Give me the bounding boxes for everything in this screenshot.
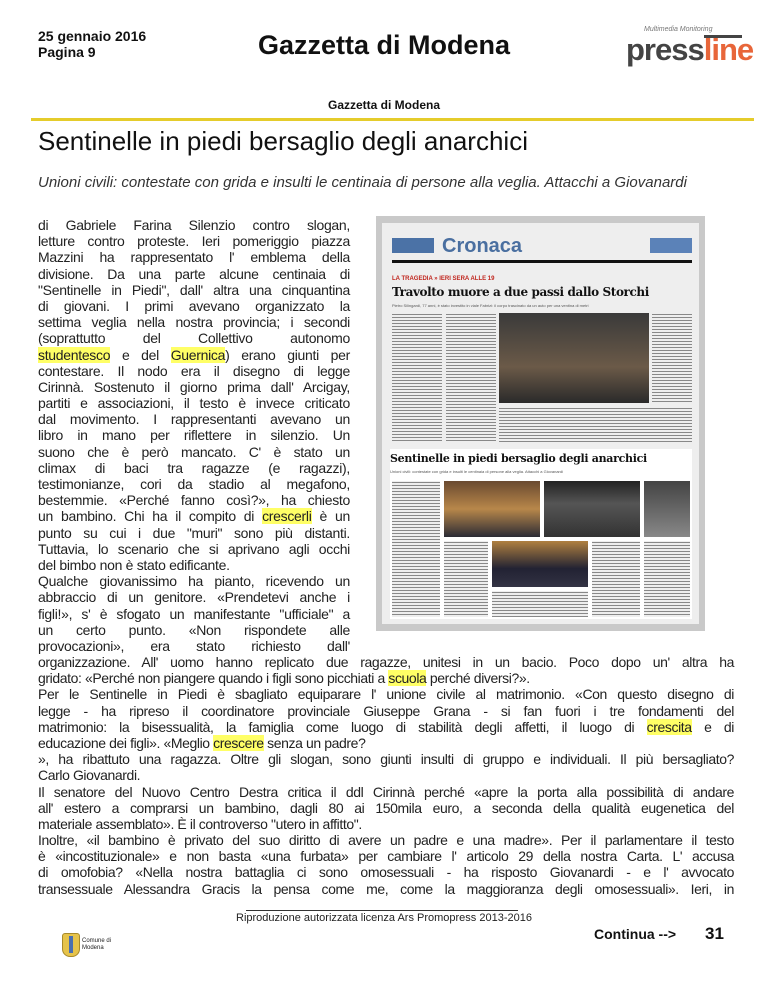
text-segment: settima veglia nella nostra provincia; i secondi bbox=[38, 314, 350, 331]
clipping-text bbox=[499, 407, 692, 443]
clipping-photo bbox=[499, 313, 649, 403]
text-segment: Il senatore del Nuovo Centro Destra critica il ddl Cirinnà perché «apre la porta alla possibilità di andare bbox=[38, 783, 734, 800]
text-line bbox=[38, 589, 350, 605]
municipality-name: Comune di Modena bbox=[82, 938, 112, 951]
clipping-text bbox=[492, 591, 588, 617]
clipping-photo bbox=[492, 541, 588, 587]
text-segment: Cirinnà. Sostenuto il giorno prima dall' Arcigay, bbox=[38, 378, 350, 395]
text-segment: e del bbox=[110, 346, 171, 363]
text-segment: libro in mano per riflettere in silenzio. Un bbox=[38, 427, 350, 444]
text-segment: senza un padre? bbox=[263, 734, 366, 751]
text-line bbox=[38, 347, 350, 363]
clipping-text bbox=[392, 313, 442, 443]
continue-link[interactable]: Continua --> bbox=[594, 926, 677, 942]
clipping-rule bbox=[392, 260, 692, 263]
text-line bbox=[38, 557, 350, 573]
header-divider bbox=[31, 118, 754, 121]
text-segment: », ha ribattuto una ragazza. Oltre gli slogan, sono giunti insulti di gruppo e individuali. Il più bersagliato? bbox=[38, 751, 734, 768]
text-segment: un certo punto. «Non rispondete alle bbox=[38, 621, 350, 638]
text-line bbox=[38, 670, 734, 686]
comune-di-modena-logo bbox=[62, 930, 118, 960]
text-line bbox=[38, 800, 734, 816]
text-line bbox=[38, 476, 350, 492]
text-segment: di giovani. I primi avevano organizzato la bbox=[38, 297, 350, 314]
text-line bbox=[38, 622, 350, 638]
source-name: Gazzetta di Modena bbox=[327, 98, 440, 112]
clipping-photo bbox=[644, 481, 690, 537]
article-body-full bbox=[38, 654, 734, 897]
text-segment: e di bbox=[691, 718, 735, 735]
text-line bbox=[38, 330, 350, 346]
text-segment: del bimbo non è stato edificante. bbox=[38, 556, 230, 573]
text-segment: Carlo Giovanardi. bbox=[38, 767, 141, 784]
license-note: Riproduzione autorizzata licenza Ars Promopress 2013-2016 bbox=[236, 912, 532, 924]
text-segment: Per le Sentinelle in Piedi è sbagliato equiparare l' unione civile al matrimonio. «Con questo disegno di bbox=[38, 686, 734, 703]
text-line bbox=[38, 735, 734, 751]
highlighted-keyword: crescere bbox=[213, 734, 264, 751]
text-line bbox=[38, 654, 734, 670]
footer-divider bbox=[246, 910, 518, 911]
clipping-headline-2: Sentinelle in piedi bersaglio degli anarchici bbox=[390, 452, 647, 465]
text-line bbox=[38, 460, 350, 476]
text-line bbox=[38, 573, 350, 589]
text-segment: climax di baci tra ragazze (e ragazzi), bbox=[38, 459, 350, 476]
text-segment: ) erano giunti per bbox=[225, 346, 350, 363]
clipping-box-left bbox=[392, 238, 434, 253]
text-segment: bestemmie. «Perché fanno così?», ha chiesto bbox=[38, 492, 350, 509]
text-line bbox=[38, 314, 350, 330]
highlighted-keyword: studentesco bbox=[38, 346, 111, 363]
text-segment: dal movimento. I rappresentanti avevano un bbox=[38, 411, 350, 428]
text-segment: materiale assemblato». È il controverso "utero in affitto". bbox=[38, 815, 362, 832]
text-line bbox=[38, 686, 734, 702]
text-line bbox=[38, 379, 350, 395]
issue-date: 25 gennaio 2016 bbox=[38, 28, 147, 44]
text-segment: legge - ha ripreso il coordinatore provinciale Giuseppe Grana - si fan fuori i tre fondamenti del bbox=[38, 702, 734, 719]
article-body-column bbox=[38, 217, 350, 654]
clipping-page bbox=[382, 223, 699, 624]
text-line bbox=[38, 492, 350, 508]
text-segment: è un bbox=[311, 508, 350, 525]
text-segment: educazione dei figli». «Meglio bbox=[38, 734, 214, 751]
text-segment: perché diversi?». bbox=[426, 670, 530, 687]
clipping-text bbox=[446, 313, 496, 443]
text-line bbox=[38, 751, 734, 767]
text-line bbox=[38, 249, 350, 265]
highlighted-keyword: crescita bbox=[646, 718, 692, 735]
clipping-kicker: LA TRAGEDIA » IERI SERA ALLE 19 bbox=[392, 276, 495, 282]
text-line bbox=[38, 719, 734, 735]
text-line bbox=[38, 767, 734, 783]
logo-wordmark bbox=[626, 32, 753, 68]
text-line bbox=[38, 395, 350, 411]
text-line bbox=[38, 525, 350, 541]
text-line bbox=[38, 217, 350, 233]
text-segment: Inoltre, «il bambino è privato del suo diritto di avere un padre e una madre». Per il parlamentare il testo bbox=[38, 832, 734, 849]
text-segment: contestare. Il nodo era il disegno di legge bbox=[38, 362, 350, 379]
text-line bbox=[38, 784, 734, 800]
clipping-headline-1: Travolto muore a due passi dallo Storchi bbox=[392, 285, 649, 299]
highlighted-keyword: crescerli bbox=[262, 508, 312, 525]
text-segment: di Gabriele Farina Silenzio contro slogan, bbox=[38, 217, 350, 233]
text-line bbox=[38, 703, 734, 719]
text-segment: letture contro proteste. Ieri pomeriggio piazza bbox=[38, 233, 350, 250]
text-segment: suono che è però mancato. C' è stato un bbox=[38, 443, 350, 460]
text-segment: divisione. Da una parte alcune centinaia di bbox=[38, 265, 350, 282]
logo-line: line bbox=[703, 32, 754, 67]
clipping-text bbox=[592, 541, 640, 617]
clipping-photo bbox=[544, 481, 640, 537]
text-segment: abbraccio di un genitore. «Prendetevi anche i bbox=[38, 589, 350, 606]
clipping-summary-1: Pietro Silingardi, 77 anni, è stato investito in viale Fabrizi: il corpo trascinato da un auto per una ventina di metri bbox=[392, 303, 589, 308]
text-segment: gridato: «Perché non piangere quando i figli sono picchiati a bbox=[38, 670, 389, 687]
clipping-text bbox=[392, 481, 440, 617]
highlighted-keyword: Guernica bbox=[170, 346, 226, 363]
clipping-section: Cronaca bbox=[442, 235, 523, 257]
text-segment: organizzazione. All' uomo hanno replicato due ragazze, unitesi in un bacio. Poco dopo un' altra ha bbox=[38, 654, 734, 670]
text-segment: figli!», s' è sfogato un manifestante "ufficiale" a bbox=[38, 605, 350, 622]
text-segment: Mazzini ha rappresentato l' emblema della bbox=[38, 249, 350, 266]
clipping-text bbox=[444, 541, 488, 617]
continue-page-number: 31 bbox=[705, 924, 724, 943]
text-segment: transessuale Alessandra Gracis la pensa come me, come la maggioranza degli omosessuali». Ieri, in bbox=[38, 880, 734, 897]
publication-name: Gazzetta di Modena bbox=[257, 30, 511, 60]
text-line bbox=[38, 881, 734, 897]
text-segment: Qualche giovanissimo ha pianto, ricevendo un bbox=[38, 573, 350, 590]
highlighted-keyword: scuola bbox=[388, 670, 427, 687]
text-segment: all' estero a comprarsi un bambino, dagli 80 ai 150mila euro, a seconda della qualità eugenetica del bbox=[38, 799, 734, 816]
clipping-summary-2: Unioni civili: contestate con grida e insulti le centinaia di persone alla veglia. Attacchi a Giovanardi bbox=[390, 469, 563, 474]
text-line bbox=[38, 864, 734, 880]
text-segment: di omofobia? «Nella nostra battaglia ci sono omosessuali - ha risposto Giovanardi - e l' avvocato bbox=[38, 864, 734, 881]
text-line bbox=[38, 541, 350, 557]
text-segment: matrimonio: la bisessualità, la famiglia come luogo di stabilità degli affetti, il luogo di bbox=[38, 718, 647, 735]
page-number: Pagina 9 bbox=[38, 44, 96, 60]
article-subtitle: Unioni civili: contestate con grida e insulti le centinaia di persone alla veglia. Attacchi a Giovanardi bbox=[38, 174, 687, 191]
logo-press: press bbox=[626, 32, 704, 67]
text-segment: un bambino. Chi ha il compito di bbox=[38, 508, 263, 525]
text-line bbox=[38, 508, 350, 524]
pressline-logo bbox=[626, 26, 754, 67]
logo-tagline: Multimedia Monitoring bbox=[644, 26, 713, 33]
text-line bbox=[38, 427, 350, 443]
text-line bbox=[38, 411, 350, 427]
crest-icon bbox=[62, 933, 80, 957]
text-line bbox=[38, 848, 734, 864]
clipping-photo bbox=[444, 481, 540, 537]
text-line bbox=[38, 266, 350, 282]
clipping-text bbox=[652, 313, 692, 403]
article-title: Sentinelle in piedi bersaglio degli anarchici bbox=[38, 126, 528, 156]
text-line bbox=[38, 606, 350, 622]
clipping-text bbox=[644, 541, 690, 617]
text-segment: "Sentinelle in Piedi", dall' altra una cinquantina bbox=[38, 281, 350, 298]
text-line bbox=[38, 233, 350, 249]
text-segment: provocazioni», era stato richiesto dall' bbox=[38, 637, 350, 654]
text-line bbox=[38, 832, 734, 848]
text-segment: punto su cui i due "muri" sono più distanti. bbox=[38, 524, 350, 541]
text-line bbox=[38, 444, 350, 460]
text-line bbox=[38, 363, 350, 379]
newspaper-clipping-image bbox=[376, 216, 705, 631]
text-segment: testimonianze, cori da stadio al megafono, bbox=[38, 476, 350, 492]
text-segment: Tuttavia, lo scenario che si aprivano agli occhi bbox=[38, 540, 350, 557]
text-line bbox=[38, 816, 734, 832]
clipping-ad bbox=[650, 238, 692, 253]
text-line bbox=[38, 638, 350, 654]
text-segment: partiti e associazioni, il testo è invece criticato bbox=[38, 395, 350, 412]
text-segment: (soprattutto del Collettivo autonomo bbox=[38, 330, 350, 347]
text-segment: è «incostituzionale» e non basta «una furbata» per cambiare l' articolo 29 della nostra Carta. L' accusa bbox=[38, 848, 734, 865]
text-line bbox=[38, 282, 350, 298]
text-line bbox=[38, 298, 350, 314]
